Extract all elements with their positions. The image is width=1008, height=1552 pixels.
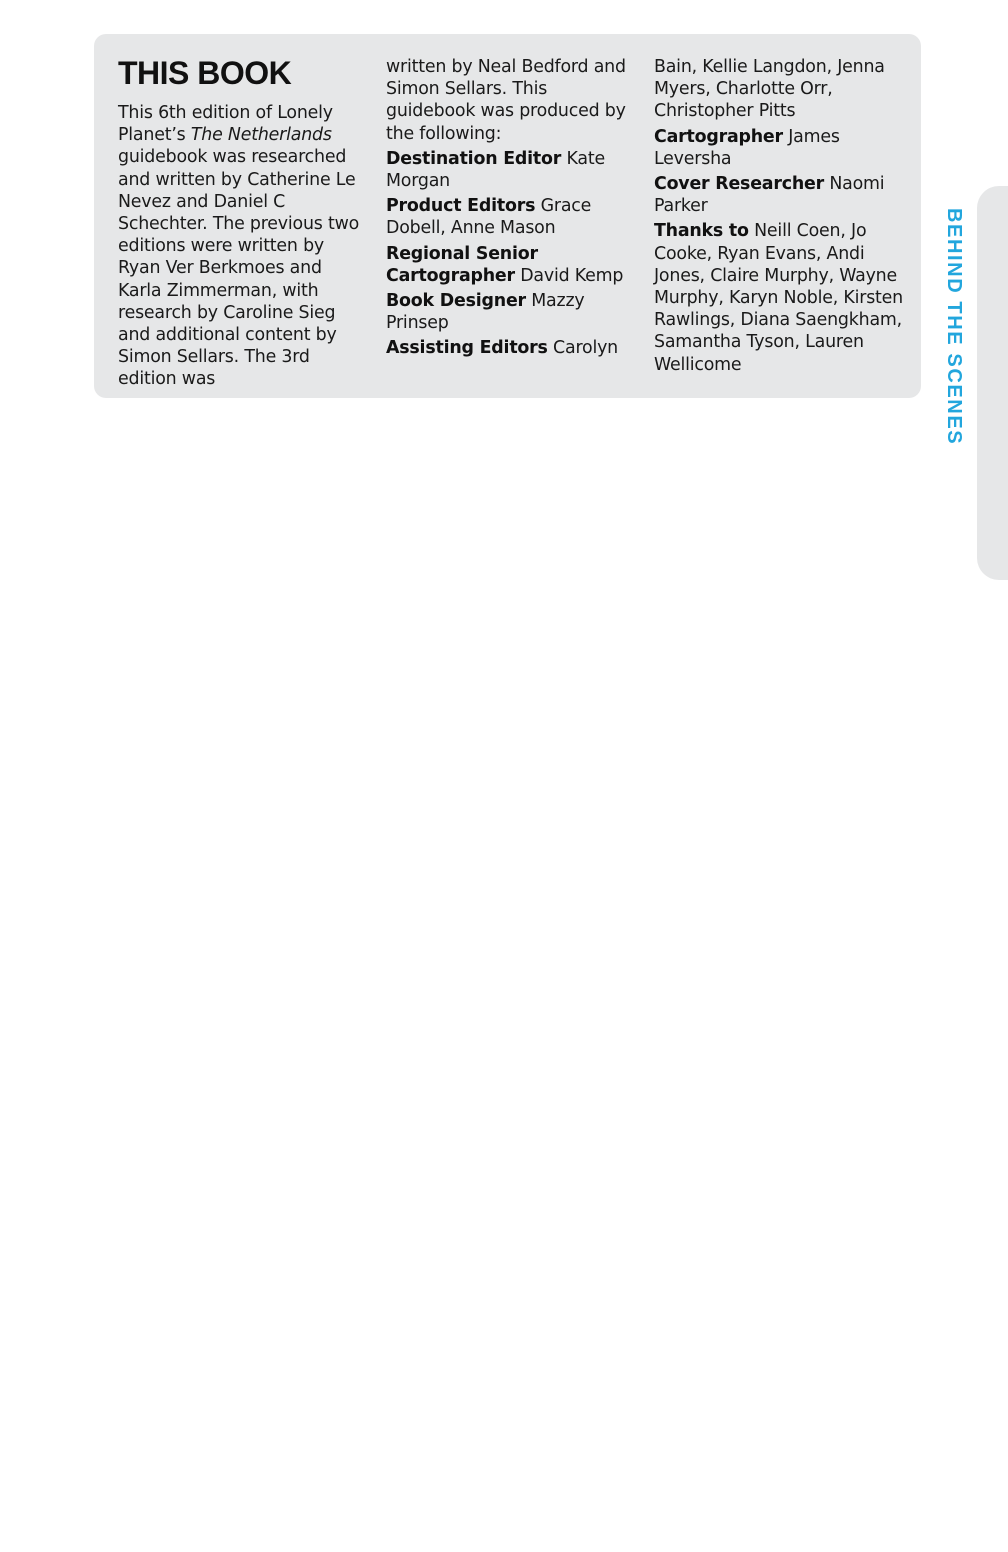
credit-names: Mazzy Prinsep — [386, 291, 585, 334]
credit-names: David Kemp — [520, 265, 624, 286]
credits-column-3 — [654, 56, 904, 376]
credit-names: Naomi Parker — [654, 174, 885, 217]
credit-role: Book Designer — [386, 291, 526, 312]
this-book-credits-box — [94, 34, 921, 398]
intro-paragraph — [118, 102, 363, 391]
credit-role: Cover Researcher — [654, 174, 824, 195]
intro-text-end: guidebook was researched and written by Catherine Le Nevez and Daniel C Schechter. The previous two editions were written by Ryan Ver Berkmoes and Karla Zimmerman, with research by Caroline Sieg and additional content by Simon Sellars. The 3rd edition was — [118, 147, 360, 390]
chapter-side-tab — [977, 186, 1008, 580]
credit-cover-researcher — [654, 173, 904, 217]
credit-names: Grace Dobell, Anne Mason — [386, 196, 592, 239]
chapter-tab-label: BEHIND THE SCENES — [943, 208, 965, 446]
credits-column-1 — [118, 56, 363, 391]
box-title: THIS BOOK — [118, 55, 292, 91]
credit-thanks-to — [654, 220, 904, 375]
credit-book-designer — [386, 290, 638, 334]
credit-role: Destination Editor — [386, 148, 562, 169]
credit-assisting-editors — [386, 337, 638, 359]
credit-role: Regional Senior Cartographer — [386, 243, 538, 286]
credit-destination-editor — [386, 148, 638, 192]
guidebook-title: The Netherlands — [190, 125, 332, 146]
credits-column-2 — [386, 56, 638, 360]
credit-role: Assisting Editors — [386, 338, 548, 359]
credit-product-editors — [386, 195, 638, 239]
intro-text-start: This 6th edition of Lonely Planet’s — [118, 103, 333, 146]
intro-paragraph-continued: written by Neal Bedford and Simon Sellars. This guidebook was produced by the following: — [386, 57, 626, 144]
credit-role: Product Editors — [386, 196, 536, 217]
assisting-editors-continued: Bain, Kellie Langdon, Jenna Myers, Charlotte Orr, Christopher Pitts — [654, 57, 885, 122]
credit-names: Carolyn — [553, 338, 618, 359]
credit-cartographer — [654, 126, 904, 170]
credit-names: James Leversha — [654, 126, 840, 169]
credit-regional-senior-cartographer — [386, 243, 638, 287]
credit-names: Kate Morgan — [386, 148, 605, 192]
credit-names: Neill Coen, Jo Cooke, Ryan Evans, Andi Jones, Claire Murphy, Wayne Murphy, Karyn Noble, Kirsten Rawlings, Diana Saengkham, Samantha Tyson, Lauren Wellicome — [654, 221, 903, 375]
credit-role: Cartographer — [654, 126, 783, 147]
credit-role: Thanks to — [654, 221, 749, 242]
